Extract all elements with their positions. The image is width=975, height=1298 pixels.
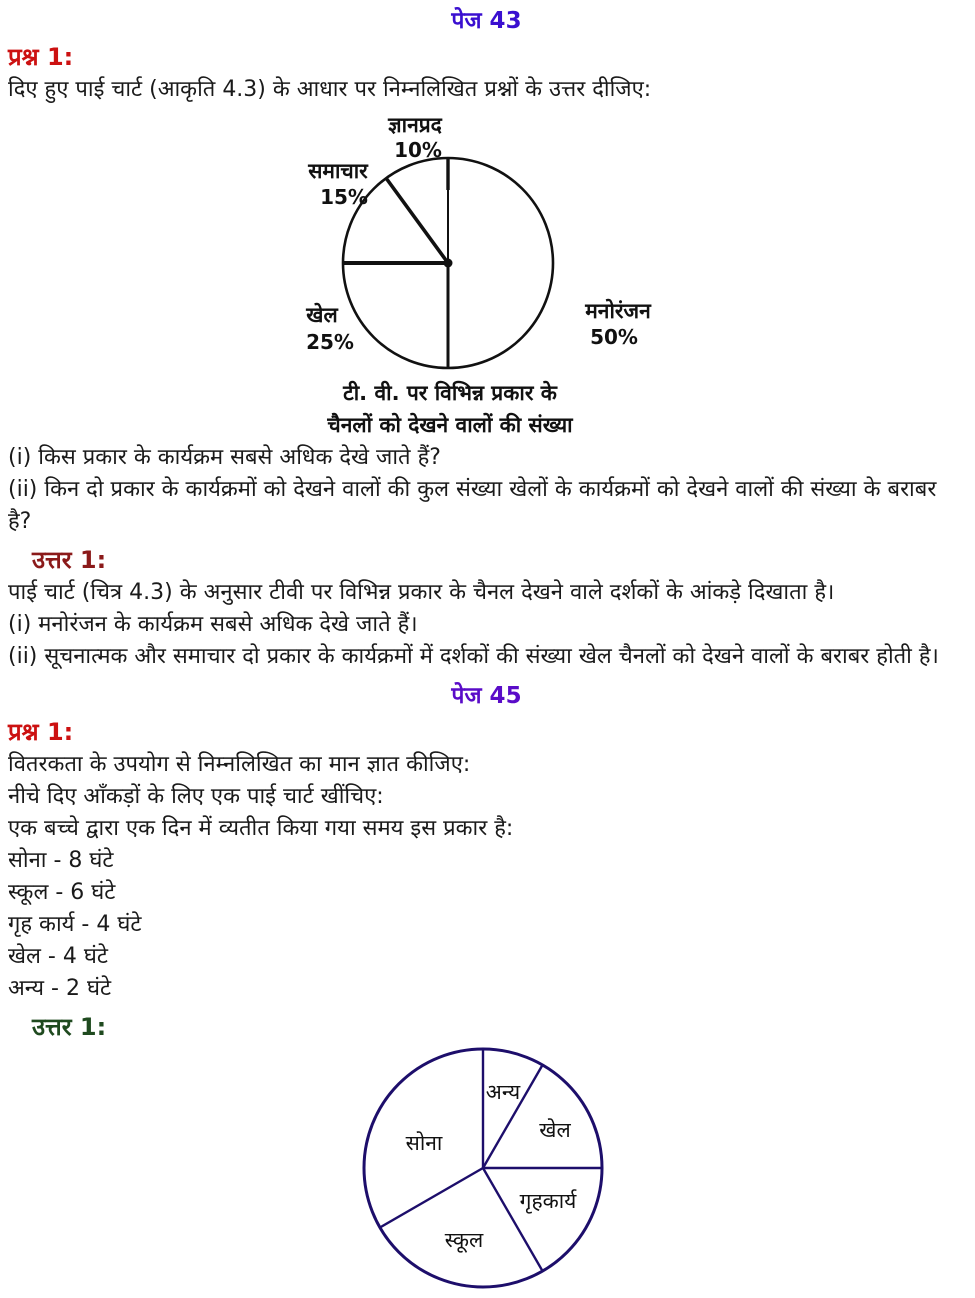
pie-chart-tv-channels [278,110,708,442]
pie1-label-khel: खेल [306,303,338,327]
page-label-45: पेज 45 [451,683,522,709]
pie2-label-anya: अन्य [485,1080,521,1104]
pie1-caption-line2: चैनलों को देखने वालों की संख्या [327,413,573,437]
pie1-center-dot [444,259,453,268]
answer-1-intro: पाई चार्ट (चित्र 4.3) के अनुसार टीवी पर विभिन्न प्रकार के चैनल देखने वाले दर्शकों के आंकड़े दिखाता है। [8,580,835,605]
pie2-label-grihkarya: गृहकार्य [519,1189,577,1213]
pie2-label-school: स्कूल [444,1228,484,1252]
question-2-heading: प्रश्न 1: [8,718,74,746]
schedule-item-school: स्कूल - 6 घंटे [8,880,116,905]
question-2-intro-3: एक बच्चे द्वारा एक दिन में व्यतीत किया गया समय इस प्रकार है: [8,816,514,841]
pie1-line-news-boundary [386,178,448,263]
question-2-intro-1: वितरकता के उपयोग से निम्नलिखित का मान ज्ञात कीजिए: [8,752,471,777]
pie1-pct-manoranjan: 50% [590,325,638,349]
pie-chart-daily-time [356,1044,624,1294]
schedule-item-grihkarya: गृह कार्य - 4 घंटे [8,912,142,937]
pie1-pct-gyanprad: 10% [394,138,442,162]
question-1-part-ii: (ii) किन दो प्रकार के कार्यक्रमों को देखने वालों की कुल संख्या खेलों के कार्यक्रमों को देखने वालों की संख्या के बराबर है? [8,477,937,534]
answer-2-heading: उत्तर 1: [32,1013,107,1041]
pie2-label-sona: सोना [405,1131,443,1155]
pie1-pct-samachar: 15% [320,185,368,209]
question-1-part-i: (i) किस प्रकार के कार्यक्रम सबसे अधिक देखे जाते हैं? [8,445,441,470]
pie-chart-daily-time-svg [356,1044,624,1294]
question-1-intro: दिए हुए पाई चार्ट (आकृति 4.3) के आधार पर निम्नलिखित प्रश्नों के उत्तर दीजिए: [8,77,652,102]
pie1-label-manoranjan: मनोरंजन [585,299,651,323]
answer-1-part-i: (i) मनोरंजन के कार्यक्रम सबसे अधिक देखे जाते हैं। [8,612,418,637]
answer-1-part-ii: (ii) सूचनात्मक और समाचार दो प्रकार के कार्यक्रमों में दर्शकों की संख्या खेल चैनलों को देखने वालों के बराबर होती है। [8,644,939,669]
pie2-label-khel: खेल [539,1118,571,1142]
schedule-item-khel: खेल - 4 घंटे [8,944,108,969]
pie2-line-school-sona [380,1168,483,1228]
question-1-heading: प्रश्न 1: [8,43,74,71]
question-2-intro-2: नीचे दिए आँकड़ों के लिए एक पाई चार्ट खींचिए: [8,784,384,809]
pie1-caption-line1: टी. वी. पर विभिन्न प्रकार के [343,381,557,405]
pie1-pct-khel: 25% [306,330,354,354]
answer-1-heading: उत्तर 1: [32,546,107,574]
page-label-43: पेज 43 [451,8,522,34]
schedule-item-sona: सोना - 8 घंटे [8,848,114,873]
pie-chart-tv-channels-svg [278,110,708,442]
schedule-item-anya: अन्य - 2 घंटे [8,976,112,1001]
pie1-label-gyanprad: ज्ञानप्रद [388,113,442,137]
pie2-line-grihkarya-school [483,1168,543,1271]
pie1-label-samachar: समाचार [308,159,368,183]
